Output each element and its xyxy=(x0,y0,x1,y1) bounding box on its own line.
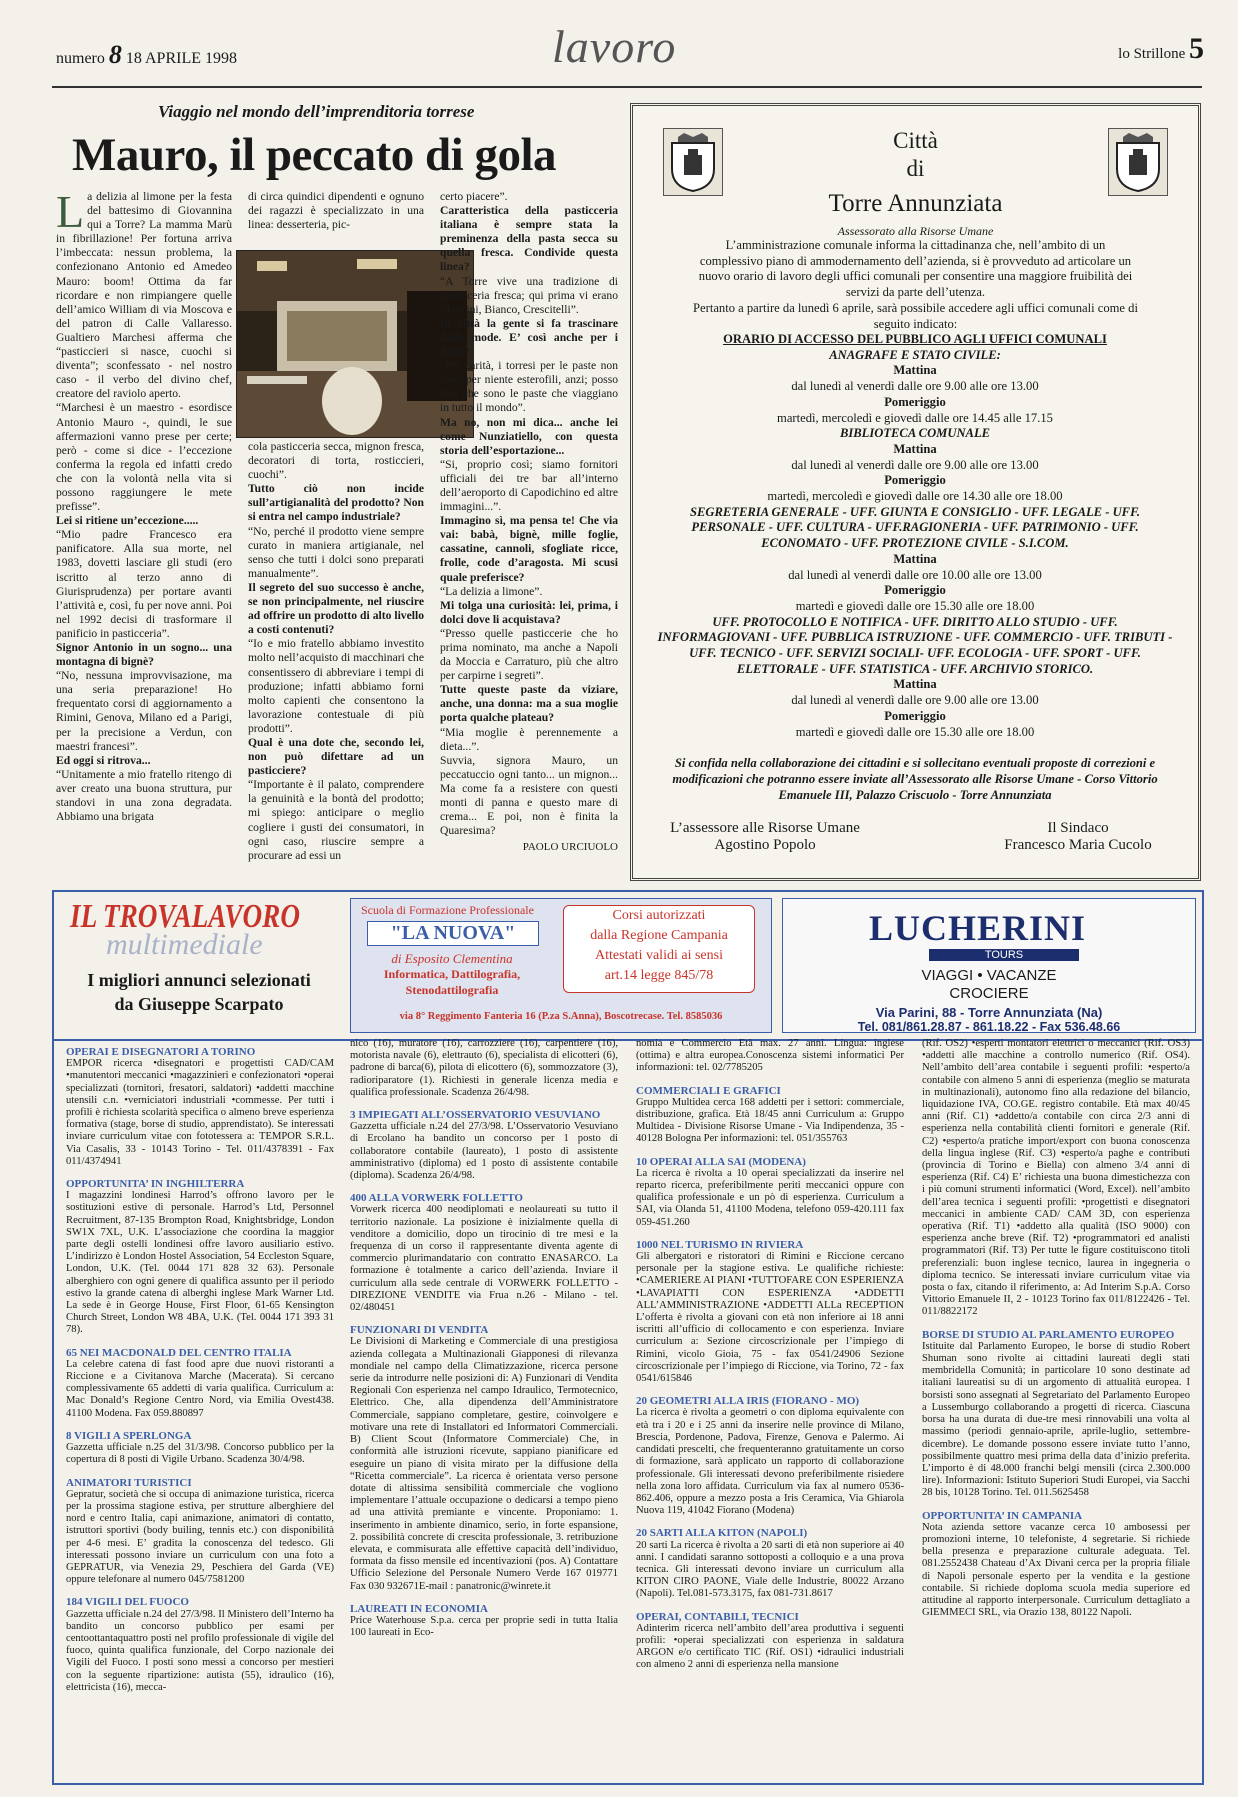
trovalavoro-title: IL TROVALAVORO xyxy=(70,898,300,935)
job-listing-heading: LAUREATI IN ECONOMIA xyxy=(350,1602,488,1615)
job-listing-heading: FUNZIONARI DI VENDITA xyxy=(350,1324,489,1337)
signature-role: L’assessore alle Risorse Umane xyxy=(670,820,860,836)
job-listing-text: Istituite dal Parlamento Europeo, le borse di studio Robert Shuman sono rivolte ai cittadini laureati degli stati membridella Comunità; in particolare 10 sono destinate ad italiani laureatisi su di un argomento di attualità europea. I borsisti sono assegnati al Segretariato del Parlamento Europeo a Lussemburgo collaborando a progetti di ricerca. Ciascuna borsa ha una durata di due-tre mesi rinnovabili una volta al massimo (periodi gennaio-aprile, aprile-luglio, settembre-dicembre). Le domande possono essere inviate tutto l’anno, possibilmente quattro mesi prima della data d’inizio preferita. L’importo è di 48.000 franchi belgi mensili (circa 2.300.000 lire). Informazioni: Istituto Superiori Studi Europei, via Sacchi 28 bis, 10128 Torino. Tel. 011.5625458 xyxy=(922,1340,1190,1499)
article-column-3 xyxy=(440,190,618,854)
job-listing xyxy=(350,1109,618,1182)
job-listing-heading: 10 OPERAI ALLA SAI (MODENA) xyxy=(636,1155,806,1168)
job-listing xyxy=(636,1527,904,1600)
signature-name: Agostino Popolo xyxy=(714,837,816,853)
job-listings xyxy=(52,1038,1204,1785)
job-listing-heading: BORSE DI STUDIO AL PARLAMENTO EUROPEO xyxy=(922,1328,1175,1341)
notice-city-name: Torre Annunziata xyxy=(828,190,1003,217)
afternoon-hours: martedì e giovedì dalle ore 15.30 alle ore 18.00 xyxy=(795,724,1035,739)
job-listing-heading: ANIMATORI TURISTICI xyxy=(66,1476,192,1489)
article-paragraph: cola pasticceria secca, mignon fresca, decoratori di torta, rosticcieri, cuochi”. xyxy=(248,440,424,482)
agency-phone: Tel. 081/861.28.87 - 861.18.22 - Fax 536.48.66 xyxy=(857,1020,1121,1034)
afternoon-label: Pomeriggio xyxy=(884,583,946,598)
interview-question: Lei si ritiene un’eccezione..... xyxy=(56,514,199,528)
article-paragraph: “A Torre vive una tradizione di pasticceria fresca; qui prima vi erano Mancini, Bianco, Crescitelli”. xyxy=(440,274,618,316)
morning-hours: dal lunedì al venerdì dalle ore 9.00 alle ore 13.00 xyxy=(791,379,1039,394)
job-listing xyxy=(350,1324,618,1592)
lucherini-tours-ad xyxy=(782,898,1196,1033)
listings-column-3 xyxy=(636,1038,904,1682)
interview-question: Caratteristica della pasticceria italiana è sempre stata la preminenza della pasta secca su quella fresca. Condivide questa linea? xyxy=(440,204,618,274)
morning-label: Mattina xyxy=(893,551,937,566)
notice-city-line-1: Città xyxy=(893,128,938,153)
interview-question: Immagino sì, ma pensa te! Che via vai: babà, bignè, mille foglie, cassatine, cannoli, sfogliate ricce, frolle, code d’aragosta. Mi scusi quale preferisce? xyxy=(440,514,618,584)
office-group-segreteria: SEGRETERIA GENERALE - UFF. GIUNTA E CONSIGLIO - UFF. LEGALE - UFF. PERSONALE - UFF. CULTURA - UFF.RAGIONERIA - UFF. PATRIMONIO - UFF. ECONOMATO - UFF. PROTEZIONE CIVILE - S.I.COM. xyxy=(690,504,1140,551)
job-listing-text: Gruppo Multidea cerca 168 addetti per i settori: commerciale, distribuzione, grafica. Età 18/45 anni Curriculum a: Gruppo Multidea - Divisione Risorse Umane - Via Indipendenza, 35 - 40128 Bologna Per informazioni: tel. 051/355763 xyxy=(636,1096,904,1145)
job-listing-heading: 400 ALLA VORWERK FOLLETTO xyxy=(350,1192,523,1205)
article-headline: Mauro, il peccato di gola xyxy=(72,129,557,181)
job-listing-text: Adinterim ricerca nell’ambito dell’area produttiva i seguenti profili: •operai specializzati con esperienza in saldatura ARGON e/o certificato TIC (Rif. OS1) •idraulici industriali con almeno 2 anni di esperienza nella mansione xyxy=(636,1622,904,1671)
morning-label: Mattina xyxy=(893,363,937,378)
job-listing-heading: OPERAI, CONTABILI, TECNICI xyxy=(636,1610,799,1623)
cert-line: Corsi autorizzati xyxy=(612,908,706,923)
job-listing-text: nico (16), muratore (16), carrozziere (16), carpentiere (16), motorista navale (6), elettrauto (6), specialista di elicotteri (6), padrone di barca(6), pilota di elicottero (6), sommozzatore (3), radioriparatore (1). Richiesti in generale licenza media e qualifica professionale. Scadenza 26/4/98. xyxy=(350,1038,618,1098)
job-listing xyxy=(636,1085,904,1146)
trovalavoro-editor: da Giuseppe Scarpato xyxy=(114,994,284,1014)
office-group-biblioteca: BIBLIOTECA COMUNALE xyxy=(839,426,991,441)
interview-question: In città la gente si fa trascinare dalle mode. E’ così anche per i dolci? xyxy=(440,316,618,359)
interview-question: Tutto ciò non incide sull’artigianalità del prodotto? Non si entra nel campo industriale? xyxy=(248,482,424,524)
afternoon-label: Pomeriggio xyxy=(884,394,946,409)
notice-city-line-2: di xyxy=(906,156,925,181)
issue-number: 8 xyxy=(108,40,122,69)
job-listing xyxy=(922,1510,1190,1620)
job-listing xyxy=(636,1156,904,1229)
job-listing-heading: COMMERCIALI E GRAFICI xyxy=(636,1084,781,1097)
job-listing xyxy=(66,1430,334,1467)
job-listing-text: Gazzetta ufficiale n.24 del 27/3/98. L’Osservatorio Vesuviano di Ercolano ha bandito un concorso per 1 posto di collaboratore contabile (laureato), 1 posto di assistente amministrativo (diploma) ed 1 posto di assistente contabile (diploma). Scadenza 26/4/98. xyxy=(350,1121,618,1182)
article-paragraph: “Mia moglie è perennemente a dieta...”. xyxy=(440,725,618,753)
morning-label: Mattina xyxy=(893,677,937,692)
job-listing xyxy=(922,1329,1190,1500)
article-paragraph: “Mio padre Francesco era panificatore. Alla sua morte, nel 1983, dovetti lasciare gli studi (ero iscritto al terzo anno di Giurisprudenza) per portare avanti l’attività e, così, fu per nove anni. Poi nel 1992 decisi di trasformare il panificio in pasticceria”. xyxy=(56,528,232,640)
job-listing-heading: OPPORTUNITA’ IN INGHILTERRA xyxy=(66,1178,245,1191)
afternoon-hours: martedì, mercoledì e giovedì dalle ore 14.45 alle 17.15 xyxy=(777,410,1053,425)
interview-question: Qual è una dote che, secondo lei, non può difettare ad un pasticciere? xyxy=(248,735,424,778)
ads-row xyxy=(52,890,1204,1041)
article-paragraph: “Marchesi è un maestro - esordisce Antonio Mauro -, quindi, le sue affermazioni vanno prese per certe; però - come si dice - l’eccezione conferma la regola ed infatti credo che con la volontà nella vita si possono raggiungere le mete prefisse”. xyxy=(56,401,232,514)
interview-question: Signor Antonio in un sogno... una montagna di bignè? xyxy=(56,641,232,669)
interview-question: Ed oggi si ritrova... xyxy=(56,753,151,767)
job-listing xyxy=(66,1596,334,1694)
article-kicker: Viaggio nel mondo dell’imprenditoria torrese xyxy=(158,102,475,121)
morning-hours: dal lunedì al venerdì dalle ore 9.00 alle ore 13.00 xyxy=(791,693,1039,708)
trovalavoro-tagline: I migliori annunci selezionati xyxy=(87,970,311,990)
office-group-anagrafe: ANAGRAFE E STATO CIVILE: xyxy=(829,347,1001,362)
interview-question: Tutte queste paste da viziare, anche, una donna: ma a sua moglie porta qualche plateau? xyxy=(440,683,618,725)
paper-name: lo Strillone xyxy=(1118,46,1186,62)
school-type: Scuola di Formazione Professionale xyxy=(361,903,534,917)
trovalavoro-subtitle: multimediale xyxy=(106,928,263,961)
job-listing-heading: 1000 NEL TURISMO IN RIVIERA xyxy=(636,1238,804,1251)
cert-line: art.14 legge 845/78 xyxy=(604,968,714,983)
drop-cap: L xyxy=(56,186,85,237)
article-paragraph: “Unitamente a mio fratello ritengo di aver creato una buona struttura, pur standovi in una zona degradata. Abbiamo una brigata xyxy=(56,767,232,824)
school-owner: di Esposito Clementina xyxy=(391,951,513,966)
job-listing xyxy=(66,1178,334,1337)
signature-name: Francesco Maria Cucolo xyxy=(1004,837,1152,853)
article-column-2-top xyxy=(248,190,424,232)
article-paragraph: certo piacere”. xyxy=(440,190,508,203)
agency-tours-label: TOURS xyxy=(929,949,1079,961)
job-listing-heading: OPPORTUNITA’ IN CAMPANIA xyxy=(922,1509,1083,1522)
job-listing xyxy=(66,1046,334,1168)
photo-illustration xyxy=(237,251,473,437)
article-paragraph: “Si, proprio così; siamo fornitori ufficiali dei tre bar all’interno dell’aeroporto di Capodichino ed altre immagini...”. xyxy=(440,457,618,514)
listings-column-2 xyxy=(350,1038,618,1649)
signature-role: Il Sindaco xyxy=(1047,820,1109,836)
interview-question: Ma no, non mi dica... anche lei come Nunziatiello, con questa storia dell’esportazione... xyxy=(440,415,618,457)
job-listing xyxy=(66,1477,334,1587)
job-listing-text: Price Waterhouse S.p.a. cerca per proprie sedi in tutta Italia 100 laureati in Eco- xyxy=(350,1614,618,1639)
article-column-2 xyxy=(248,440,424,863)
job-listing-heading: 184 VIGILI DEL FUOCO xyxy=(66,1596,189,1609)
afternoon-label: Pomeriggio xyxy=(884,708,946,723)
afternoon-hours: martedì e giovedì dalle ore 15.30 alle ore 18.00 xyxy=(795,598,1035,613)
job-listing xyxy=(636,1395,904,1517)
article-paragraph: “La delizia a limone”. xyxy=(440,584,543,598)
article-paragraph: di circa quindici dipendenti e ognuno dei ragazzi è specializzato in una linea: desserteria, pic- xyxy=(248,190,424,232)
interview-question: Mi tolga una curiosità: lei, prima, i dolci dove li acquistava? xyxy=(440,598,618,626)
afternoon-label: Pomeriggio xyxy=(884,473,946,488)
notice-department: Assessorato alla Risorse Umane xyxy=(837,224,994,238)
signature-assessore xyxy=(655,820,875,854)
listings-column-4 xyxy=(922,1038,1190,1629)
job-listing xyxy=(350,1603,618,1640)
cert-line: Attestati validi ai sensi xyxy=(595,948,723,963)
job-listing-text: I magazzini londinesi Harrod’s offrono lavoro per le sostituzioni estive di personale. Harrod’s Ltd, Personnel Recruitment, 87-135 Brompton Road, Knightsbridge, London SW1X 7XL, U.K. L’associazione che coordina la maggior parte degli ostelli londinesi offre lavoro ausiliario estivo. L’indirizzo è London Hostel Association, 54 Eccleston Square, London, U.K. (Tel. 0044 171 828 32 63). Personale alberghiero con ogni genere di qualifica assunto per il periodo estivo la grande catena di alberghi inglese Mark Warner Ltd. La sede è in George House, First Floor, 61-65 Kensington Church Street, London W8 4BA, U.K. (Tel. 0044 171 393 31 78). xyxy=(66,1190,334,1336)
job-listing-text: Gazzetta ufficiale n.24 del 27/3/98. Il Ministero dell’Interno ha bandito un concorso pubblico per esami per centoottantaquattro posti nel profilo professionale di vigile del fuoco, quinta qualifica funzionale, del Corpo nazionale dei Vigili del Fuoco. I posti sono messi a concorso per mestieri con la seguente ripartizione: autista (55), idraulico (16), elettricista (16), mecca- xyxy=(66,1608,334,1693)
school-courses-2: Stenodattilografia xyxy=(405,983,499,997)
job-listing-heading: 20 GEOMETRI ALLA IRIS (FIORANO - MO) xyxy=(636,1395,860,1408)
morning-hours: dal lunedì al venerdì dalle ore 10.00 alle ore 13.00 xyxy=(788,567,1042,582)
job-listing-text: EMPOR ricerca •disegnatori e progettisti CAD/CAM •manutentori meccanici •magazzinieri e confezionatori •operai specializzati (tornitori, fresatori, saldatori) •addetti macchine utensili c.n. •verniciatori industriali •commesse. Per tutti i profili è richiesta scolarità specifica o almeno breve esperienza formativa (stage, borse di studio, apprendistato). Se interessati inviare curriculum vitae con fototessera a: TEMPOR S.R.L. Via Casalis, 33 - 10143 Torino - Tel. 011/4378391 - Fax 011/4374941 xyxy=(66,1058,334,1167)
issue-number-label: numero xyxy=(56,50,105,67)
notice-body xyxy=(693,238,1138,332)
job-listing-heading: 3 IMPIEGATI ALL’OSSERVATORIO VESUVIANO xyxy=(350,1109,601,1122)
job-listing-text: La ricerca è rivolta a geometri o con diploma equivalente con età tra i 20 e i 25 anni da inserire nelle province di Milano, Brescia, Pordenone, Padova, Firenze, Genova e Palermo. Ai candidati prescelti, che frequenteranno gratuitamente un corso di formazione, sarà applicato un rapporto di collaborazione professionale. Gli interessati devono preferibilmente risiedere nella zona loro affidata. Curriculum via fax al numero 0536-862.406, oppure a mezzo posta a Iris Ceramica, Via Ghiarola Nuova 119, 41042 Fiorano (Modena) xyxy=(636,1407,904,1517)
job-listing-heading: 20 SARTI ALLA KITON (NAPOLI) xyxy=(636,1527,808,1540)
job-listing-heading: 65 NEI MACDONALD DEL CENTRO ITALIA xyxy=(66,1346,292,1359)
paper-info xyxy=(1118,32,1204,66)
morning-hours: dal lunedì al venerdì dalle ore 9.00 alle ore 13.00 xyxy=(791,457,1039,472)
job-listing-heading: OPERAI E DISEGNATORI A TORINO xyxy=(66,1046,256,1058)
job-listing-text: Gepratur, società che si occupa di animazione turistica, ricerca per la prossima stagione estiva, per strutture alberghiere del nord e centro Italia, capi animazione, animatori di contatto, istruttori sportivi (body builing, tennis etc.) con disponibilità per 4-6 mesi. E’ gradita la conoscenza del tedesco. Gli interessati possono inviare un curriculum con una foto a GEPRATUR, via Venezia 29, Peschiera del Garda (VE) oppure telefonare al numero 045/7581200 xyxy=(66,1488,334,1586)
article-paragraph: “Importante è il palato, comprendere la genuinità e la bontà del prodotto; mi spiego: anticipare o meglio cogliere i gusti dei consumatori, in ogni caso, riuscire sempre a procurare ad essi un xyxy=(248,778,424,862)
morning-label: Mattina xyxy=(893,441,937,456)
job-listing xyxy=(636,1038,904,1075)
job-listing-text: (Rif. OS2) •esperti montatori elettrici o meccanici (Rif. OS3) •addetti alle macchine a controllo numerico (Rif. OS4). Nell’ambito dell’area contabile i seguenti profili: •esperto/a contabile con almeno 5 anni di esperienza (meglio se maturata in multinazionali), autonomo fino alla redazione del bilancio, liquidazione IVA, CO.GE. registro contabile. Età max 40/45 anni (Rif. C1) •addetto/a contabile con circa 2/3 anni di esperienza nella contabilità clienti fornitori e generale (Rif. C2) •esperto/a pratiche import/export con buona conoscenza della lingua inglese (Rif. C3) •esperto/a paghe e contributi (provincia di Torino e Biella) con almeno 3/4 anni di esperienza (Rif. C4) E’ richiesta una buona dimestichezza con i più comuni strumenti informatici (Word, Excel). nell’ambito dell’area tecnica i seguenti profili: •progettisti e disegnatori meccanici in ambiente CAD/ CAM 3D, con esperienza operativa (Rif. T1) •addetto alla qualità (ISO 9000) con esperienza anche breve (Rif. T2) •programmatori ed analisti programmatori (Rif. T3) Per tutte le figure costituiscono titoli preferenziali: buon inglese tecnico, laurea in ingegneria o diploma tecnico. Se interessati inviare curriculum vitae via posta o fax, citando il riferimento, a: Ad Interim S.p.A. Corso Vittorio Emanuele II, 2 - 10123 Torino fax 011/8122426 - Tel. 011/8822172 xyxy=(922,1038,1190,1318)
job-listing-text: Gli albergatori e ristoratori di Rimini e Riccione cercano personale per la stagione estiva. Le qualifiche richieste: •CAMERIERE AI PIANI •TUTTOFARE CON ESPERIENZA •LAVAPIATTI CON ESPERIENZA •ADDETTI ALL’AMMINISTRAZIONE •ADDETTI ALLa RECEPTION L’offerta è rivolta a giovani con età non inferiore ai 18 anni iscritti all’ufficio di collocamento e con esperienza. Inviare curriculum a: Sezione circoscrizionale per l’impiego di Rimini, vicolo Gioia, 75 - fax 0541/24906 Sezione circoscrizionale per l’impiego di Riccione, via Torino, 72 - fax 0541/615846 xyxy=(636,1251,904,1385)
article-paragraph: “Per carità, i torresi per le paste non sono per niente esterofili, anzi; posso dire che sono le paste che viaggiano in tutto il mondo”. xyxy=(440,359,618,415)
schedule-title: ORARIO DI ACCESSO DEL PUBBLICO AGLI UFFICI COMUNALI xyxy=(723,332,1107,346)
la-nuova-ad xyxy=(350,898,772,1033)
agency-address: Via Parini, 88 - Torre Annunziata (Na) xyxy=(875,1005,1103,1020)
page-number: 5 xyxy=(1189,32,1204,65)
job-listing-text: Gazzetta ufficiale n.25 del 31/3/98. Concorso pubblico per la copertura di 8 posti di Vigile Urbano. Scadenza 30/4/98. xyxy=(66,1442,334,1466)
afternoon-hours: martedì, mercoledì e giovedì dalle ore 14.30 alle ore 18.00 xyxy=(767,489,1063,504)
job-listing xyxy=(922,1038,1190,1319)
agency-name: LUCHERINI xyxy=(869,908,1087,948)
school-courses: Informatica, Dattilografia, xyxy=(383,967,521,981)
issue-info xyxy=(56,40,237,70)
interview-question: Il segreto del suo successo è anche, se non principalmente, nel riuscire ad offrire un prodotto di alto livello a costi contenuti? xyxy=(248,580,424,637)
agency-services: VIAGGI • VACANZE xyxy=(921,967,1057,984)
job-listing xyxy=(636,1611,904,1672)
job-listing-text: nomia e Commercio Età max. 27 anni. Lingua: inglese (ottima) e altra europea.Conoscenza sistemi informatici Per informazioni: tel. 02/7785205 xyxy=(636,1038,904,1074)
article-paragraph: “Presso quelle pasticcerie che ho prima nominato, ma anche a Napoli da Moccia e Carraturo, più che altro per carpirne i segreti”. xyxy=(440,626,618,683)
notice-closing: Si confida nella collaborazione dei cittadini e si sollecitano eventuali proposte di correzioni e modificazioni che potranno essere inviate all’Assessorato alle Risorse Umane - Corso Vittorio Emanuele III, Palazzo Criscuolo - Torre Annunziata xyxy=(672,756,1158,802)
issue-date: 18 APRILE 1998 xyxy=(125,50,237,67)
article-author: PAOLO URCIUOLO xyxy=(522,841,618,854)
job-listing-text: La ricerca è rivolta a 10 operai specializzati da inserire nel reparto ricerca, preferibilmente periti meccanici oppure con qualifica professionale e un pò di esperienza. Curriculum a SAI, via Olanda 51, 41100 Modena, telefono 059-420.111 fax 059-451.260 xyxy=(636,1167,904,1228)
notice-intro-2: Pertanto a partire da lunedì 6 aprile, sarà possibile accedere agli uffici comunali come di seguito indicato: xyxy=(693,300,1138,331)
top-rule xyxy=(52,86,1202,88)
section-title: lavoro xyxy=(552,21,677,72)
school-address: via 8° Reggimento Fanteria 16 (P.za S.Anna), Boscotrecase. Tel. 8585036 xyxy=(399,1011,723,1022)
listings-column-1 xyxy=(66,1046,334,1704)
job-listing xyxy=(636,1239,904,1385)
notice-intro: L’amministrazione comunale informa la cittadinanza che, nell’ambito di un complessivo piano di ammodernamento dell’azienda, si è provveduto ad articolare un nuovo orario di lavoro degli uffici comunali per consentire una maggiore fruibilità dei servizi da parte dell’utenza. xyxy=(698,238,1133,300)
article-paragraph: “No, perché il prodotto viene sempre curato in maniera artigianale, nel senso che tutti i dolci sono preparati manualmente”. xyxy=(248,524,424,580)
agency-services-2: CROCIERE xyxy=(949,985,1029,1002)
trovalavoro-banner xyxy=(62,898,336,1031)
job-listing-text: Le Divisioni di Marketing e Commerciale di una prestigiosa azienda collegata a Multinazionali Giapponesi di rilevanza mondiale nel campo della Climatizzazione, ricerca persone serie da introdurre nelle posizioni di: A) Funzionari di Vendita Regionali Con esperienza nel campo Idraulico, Termotecnico, Elettrico. Che, alla dipendenza dell’Amministratore Commerciale, sappiano completare, gestire, coinvolgere e motivare una rete di Installatori ed Informatori Commerciali. B) Client Scout (Informatore Commerciale) Che, in conformità alle istruzioni ricevute, sappiano pianificare ed eseguire un piano di visita mirato per la diffusione della “Ricetta commerciale”. La ricerca è orientata verso persone dotate di altissima sensibilità commerciale che vogliono implementare l’attuale occupazione o dedicarsi a tempo pieno ad una attività premiante e vincente. Proponiamo: 1. inserimento in ambiente dinamico, serio, in forte espansione, 2. possibilità concrete di crescita professionale, 3. retribuzione elevata, e commisurata alle effettive capacità dell’individuo, formata da fisso mensile ed incentivazioni (pos. A) Contattare Ufficio Selezione del Personale Numero Verde 167 019771 Fax 030 932671E-mail : panatronic@winrete.it xyxy=(350,1336,618,1592)
certification-box xyxy=(563,905,755,993)
job-listing-text: Nota azienda settore vacanze cerca 10 ambosessi per promozioni interne, 10 telefoniste, 4 segretarie. Si richiede bella presenza e preparazione culturale adeguata. Tel. 081.2552438 Chateau d’Ax Divani cerca per la propria filiale di Napoli personale esperto per la vendita e la gestione contabile. Si richiede doploma scuola media superiore ed attitudine al rapporto interpersonale. Curriculum dettagliato a GIEMMECI SRL, via Orazio 138, 80122 Napoli. xyxy=(922,1521,1190,1619)
pastry-shop-photo xyxy=(236,250,474,438)
article-paragraph: a delizia al limone per la festa del battesimo di Giovannina qui a Torre? La mamma Marù in fibrillazione! Per fortuna arriva l’imbeccata: nessun problema, la confezionano Antonio ed Amedeo Mauro: boom! Ottima da far ricordare e non rimpiangere quelle dell’amico William di via Moscova e del patron di Calle Vallaresso. Gualtiero Marchesi afferma che “pasticcieri si nasce, cuochi si diventa”; sconfessato - nel nostro caso - il verbo del divino chef, creatore del raviolo aperto. xyxy=(56,190,232,401)
school-name: "LA NUOVA" xyxy=(367,921,539,946)
job-listing-heading: 8 VIGILI A SPERLONGA xyxy=(66,1429,192,1442)
job-listing-text: Vorwerk ricerca 400 neodiplomati e neolaureati su tutto il territorio nazionale. La posizione è inizialmente quella di venditore a domicilio, dopo un tirocinio di tre mesi e la frequenza di un corso il rappresentante diventa agente di commercio plurimandatario con contratto ENASARCO. La formazione è totalmente a carico dell’azienda. Inviare il curriculum alla sede centrale di VORWERK FOLLETTO - DIREZIONE VENDITE via Frua n.26 - Milano - tel. 02/480451 xyxy=(350,1204,618,1314)
article-column-1 xyxy=(56,186,232,824)
job-listing xyxy=(350,1192,618,1314)
signature-sindaco xyxy=(978,820,1178,854)
notice-schedule xyxy=(655,332,1175,803)
job-listing-text: La celebre catena di fast food apre due nuovi ristoranti a Riccione e a Civitanova Marche (Macerata). Si cercano complessivamente 65 addetti di varia qualifica. Curriculum a: Mac Donald’s Regione Centro Nord, via Emilia Ovest438. 41100 Modena. Fax 059.880897 xyxy=(66,1358,334,1419)
job-listing xyxy=(66,1347,334,1420)
article-paragraph: “No, nessuna improvvisazione, ma una seria preparazione! Ho frequentato corsi di aggiornamento a Rimini, Genova, Milano ed a Parigi, per la precisione a Verdun, con maestri francesi”. xyxy=(56,669,232,753)
job-listing xyxy=(350,1038,618,1099)
job-listing-text: 20 sarti La ricerca è rivolta a 20 sarti di età non superiore ai 40 anni. I candidati saranno sottoposti a colloquio e a una prova tecnica. Gli interessati devono inviare un curriculum alla KITON CIRO PAONE, Viale delle Industrie, 80022 Arzano (Napoli). Tel.081-573.3175, fax 081-731.8617 xyxy=(636,1539,904,1600)
cert-line: dalla Regione Campania xyxy=(590,928,728,943)
office-group-protocollo: UFF. PROTOCOLLO E NOTIFICA - UFF. DIRITTO ALLO STUDIO - UFF. INFORMAGIOVANI - UFF. PUBBLICA ISTRUZIONE - UFF. COMMERCIO - UFF. TRIBUTI - UFF. TECNICO - UFF. SERVIZI SOCIALI- UFF. ECOLOGIA - UFF. SPORT - UFF. ELETTORALE - UFF. STATISTICA - UFF. ARCHIVIO STORICO. xyxy=(657,614,1173,676)
article-paragraph: “Io e mio fratello abbiamo investito molto nell’acquisto di macchinari che consentissero di abbreviare i tempi di produzione; infatti abbiamo forni molto capienti che consentono la lavorazione contestuale di più prodotti”. xyxy=(248,637,424,735)
article-paragraph: Suvvia, signora Mauro, un peccatuccio ogni tanto... un mignon... Ma come fa a resistere con questi monti di panna e questo mare di crema... E poi, non è finita la Quaresima? xyxy=(440,753,618,838)
municipal-notice xyxy=(630,103,1201,881)
